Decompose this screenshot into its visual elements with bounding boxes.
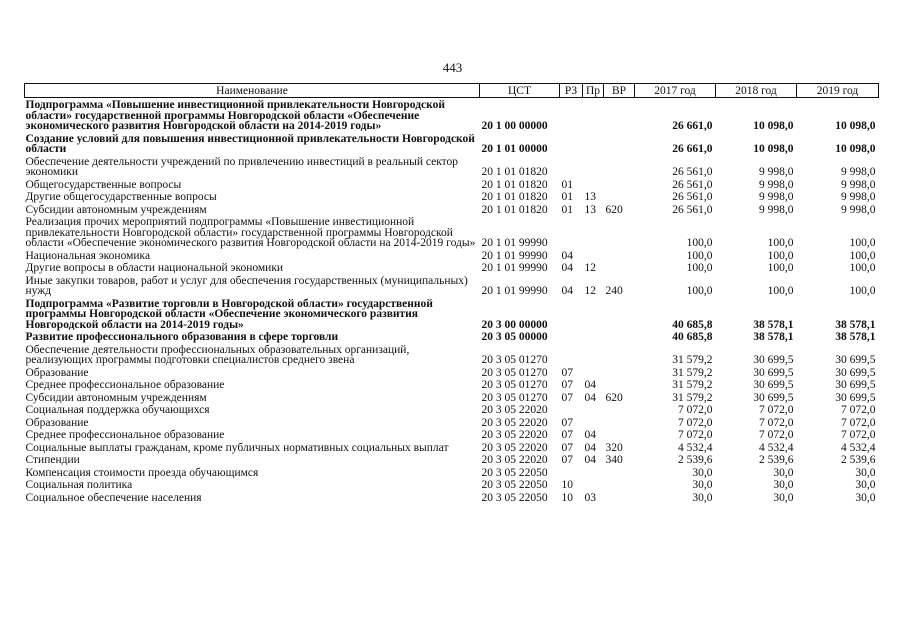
row-pr: 12 (584, 285, 596, 297)
header-pr: Пр (583, 84, 604, 98)
page-number: 443 (442, 60, 463, 75)
row-2017: 26 661,0 (672, 143, 713, 155)
row-2019: 30 699,5 (835, 354, 876, 366)
row-pr (583, 132, 604, 155)
row-cst: 20 1 01 99990 (481, 249, 548, 262)
row-2018: 30 699,5 (753, 354, 794, 366)
row-rz: 04 (561, 262, 573, 274)
row-pr (583, 215, 604, 249)
row-name: Подпрограмма «Повышение инвестиционной привлекательности Новгородской области» государственной программы Новгородской области «Обеспечение экономического развития Новгородской области на 2014-2019 годы» (25, 99, 445, 132)
table-row (25, 274, 879, 297)
row-2019: 10 098,0 (835, 120, 876, 132)
row-name: Общегосударственные вопросы (25, 178, 182, 191)
row-name: Образование (25, 416, 89, 429)
row-cst: 20 3 05 22050 (481, 491, 548, 504)
table-row (25, 190, 879, 203)
row-2018: 10 098,0 (753, 143, 794, 155)
row-2018: 7 072,0 (759, 416, 794, 429)
row-rz: 10 (561, 479, 573, 491)
header-2018: 2018 год (716, 84, 797, 98)
row-vr (604, 466, 635, 479)
table-row (25, 453, 879, 466)
row-rz (560, 466, 583, 479)
table-row (25, 98, 879, 132)
row-2018: 100,0 (767, 262, 794, 274)
row-cst: 20 3 05 01270 (481, 354, 548, 366)
row-2019: 30,0 (855, 479, 876, 491)
row-2018: 30 699,5 (753, 391, 794, 404)
row-2018: 100,0 (767, 237, 794, 249)
row-vr (604, 378, 635, 391)
row-2017: 4 532,4 (678, 441, 713, 454)
row-2019: 100,0 (849, 237, 876, 249)
row-2017: 7 072,0 (678, 429, 713, 441)
row-2018: 30 699,5 (753, 379, 794, 391)
row-vr (604, 297, 635, 331)
row-2019: 9 998,0 (841, 191, 876, 203)
table-row (25, 330, 879, 343)
table-row (25, 366, 879, 379)
row-vr (604, 478, 635, 491)
row-2019: 7 072,0 (841, 416, 876, 429)
row-rz: 07 (561, 366, 573, 379)
row-2019: 30 699,5 (835, 366, 876, 379)
row-2018: 7 072,0 (759, 404, 794, 416)
table-row (25, 249, 879, 262)
row-pr (583, 416, 604, 429)
table-row (25, 416, 879, 429)
row-rz: 10 (561, 491, 573, 504)
row-2019: 30 699,5 (835, 379, 876, 391)
row-2017: 40 685,8 (672, 331, 713, 343)
budget-table (24, 83, 879, 503)
row-rz: 07 (561, 379, 573, 391)
row-pr (583, 155, 604, 178)
row-vr (604, 155, 635, 178)
row-2017: 26 561,0 (672, 191, 713, 203)
row-pr (583, 330, 604, 343)
row-2017: 7 072,0 (678, 404, 713, 416)
header-cst: ЦСТ (480, 84, 560, 98)
row-cst: 20 1 00 00000 (481, 120, 548, 132)
row-vr: 320 (605, 441, 623, 454)
table-row (25, 203, 879, 216)
row-cst: 20 3 05 22050 (481, 466, 548, 479)
row-cst: 20 3 05 00000 (481, 331, 548, 343)
row-rz: 07 (561, 416, 573, 429)
header-row (25, 84, 879, 98)
row-name: Подпрограмма «Развитие торговли в Новгородской области» государственной программы Новгородской области «Обеспечение экономического развития Новгородской области на 2014-2019 годы» (25, 297, 433, 331)
row-rz (560, 330, 583, 343)
row-rz: 07 (561, 429, 573, 441)
table-row (25, 297, 879, 331)
row-2018: 30 699,5 (753, 366, 794, 379)
row-name: Другие общегосударственные вопросы (25, 191, 217, 203)
row-2017: 31 579,2 (672, 366, 713, 379)
row-2017: 30,0 (692, 491, 713, 504)
row-2017: 100,0 (686, 262, 713, 274)
row-2019: 2 539,6 (841, 454, 876, 466)
row-2017: 31 579,2 (672, 379, 713, 391)
row-2018: 38 578,1 (753, 318, 794, 331)
row-vr: 620 (605, 391, 623, 404)
row-vr (604, 366, 635, 379)
row-2018: 100,0 (767, 285, 794, 297)
row-2018: 9 998,0 (759, 191, 794, 203)
row-pr (583, 466, 604, 479)
row-2019: 30,0 (855, 491, 876, 504)
table-row (25, 261, 879, 274)
row-cst: 20 3 05 01270 (481, 366, 548, 379)
row-2018: 100,0 (767, 249, 794, 262)
header-2019: 2019 год (797, 84, 879, 98)
row-rz (560, 297, 583, 331)
row-vr (604, 261, 635, 274)
row-2019: 4 532,4 (841, 441, 876, 454)
row-2017: 100,0 (686, 249, 713, 262)
row-cst: 20 3 05 22050 (481, 479, 548, 491)
header-name: Наименование (25, 84, 480, 98)
row-2018: 9 998,0 (759, 178, 794, 191)
row-pr: 13 (584, 203, 596, 216)
row-pr (583, 366, 604, 379)
row-2019: 30 699,5 (835, 391, 876, 404)
row-2018: 30,0 (773, 491, 794, 504)
table-body (25, 98, 879, 504)
row-cst: 20 3 05 22020 (481, 441, 548, 454)
row-2017: 31 579,2 (672, 354, 713, 366)
row-rz (560, 132, 583, 155)
row-cst: 20 3 00 00000 (481, 318, 548, 331)
row-pr: 04 (584, 379, 596, 391)
row-2017: 2 539,6 (678, 454, 713, 466)
row-name: Национальная экономика (25, 249, 151, 262)
row-pr (583, 178, 604, 191)
row-2017: 30,0 (692, 466, 713, 479)
row-rz: 04 (561, 285, 573, 297)
row-vr (604, 249, 635, 262)
row-2017: 7 072,0 (678, 416, 713, 429)
row-name: Субсидии автономным учреждениям (25, 391, 207, 404)
row-cst: 20 3 05 01270 (481, 391, 548, 404)
table-row (25, 378, 879, 391)
table-row (25, 178, 879, 191)
row-rz: 01 (561, 191, 573, 203)
row-pr (583, 249, 604, 262)
row-rz: 04 (561, 249, 573, 262)
row-vr (604, 132, 635, 155)
row-2019: 7 072,0 (841, 404, 876, 416)
row-2018: 4 532,4 (759, 441, 794, 454)
row-2019: 100,0 (849, 285, 876, 297)
table-row (25, 155, 879, 178)
row-vr (604, 330, 635, 343)
row-cst: 20 1 01 99990 (481, 262, 548, 274)
row-name: Социальное обеспечение населения (25, 491, 202, 504)
row-rz (560, 215, 583, 249)
row-cst: 20 3 05 22020 (481, 454, 548, 466)
row-rz: 07 (561, 441, 573, 454)
row-vr (604, 343, 635, 366)
row-2018: 10 098,0 (753, 120, 794, 132)
row-rz: 07 (561, 391, 573, 404)
row-pr: 13 (584, 191, 596, 203)
row-pr (583, 98, 604, 132)
table-row (25, 391, 879, 404)
row-vr (604, 98, 635, 132)
row-vr (604, 215, 635, 249)
row-cst: 20 1 01 99990 (481, 285, 548, 297)
row-name: Другие вопросы в области национальной экономики (25, 262, 284, 274)
row-2017: 31 579,2 (672, 391, 713, 404)
row-2017: 30,0 (692, 479, 713, 491)
row-pr: 04 (584, 391, 596, 404)
row-2017: 26 561,0 (672, 178, 713, 191)
row-rz (560, 98, 583, 132)
row-name: Развитие профессионального образования в сфере торговли (25, 331, 339, 343)
row-vr (604, 178, 635, 191)
row-pr (583, 297, 604, 331)
row-cst: 20 1 01 01820 (481, 191, 548, 203)
row-vr (604, 403, 635, 416)
row-cst: 20 3 05 22020 (481, 429, 548, 441)
row-2017: 26 661,0 (672, 120, 713, 132)
row-2019: 10 098,0 (835, 143, 876, 155)
row-rz: 07 (561, 454, 573, 466)
row-name: Компенсация стоимости проезда обучающимся (25, 466, 259, 479)
row-2018: 9 998,0 (759, 203, 794, 216)
row-name: Среднее профессиональное образование (25, 379, 225, 391)
row-vr: 340 (605, 454, 623, 466)
row-vr (604, 428, 635, 441)
row-name: Создание условий для повышения инвестиционной привлекательности Новгородской области (25, 132, 475, 155)
table-row (25, 428, 879, 441)
row-2019: 100,0 (849, 262, 876, 274)
table-row (25, 215, 879, 249)
row-vr (604, 416, 635, 429)
row-2019: 7 072,0 (841, 429, 876, 441)
row-2019: 9 998,0 (841, 178, 876, 191)
table-header (25, 84, 879, 98)
row-cst: 20 3 05 01270 (481, 379, 548, 391)
row-2019: 38 578,1 (835, 318, 876, 331)
row-2017: 100,0 (686, 285, 713, 297)
header-rz: РЗ (560, 84, 583, 98)
table-row (25, 466, 879, 479)
row-cst: 20 3 05 22020 (481, 404, 548, 416)
table-row (25, 478, 879, 491)
row-2017: 40 685,8 (672, 318, 713, 331)
table-row (25, 403, 879, 416)
row-rz (560, 155, 583, 178)
row-name: Среднее профессиональное образование (25, 429, 225, 441)
row-2019: 30,0 (855, 466, 876, 479)
row-2017: 26 561,0 (672, 166, 713, 178)
row-rz: 01 (561, 203, 573, 216)
row-vr (604, 190, 635, 203)
row-2017: 100,0 (686, 237, 713, 249)
table-row (25, 491, 879, 504)
table-row (25, 343, 879, 366)
row-2018: 9 998,0 (759, 166, 794, 178)
row-cst: 20 1 01 01820 (481, 166, 548, 178)
row-2018: 2 539,6 (759, 454, 794, 466)
row-cst: 20 3 05 22020 (481, 416, 548, 429)
row-cst: 20 1 01 01820 (481, 203, 548, 216)
row-name: Социальные выплаты гражданам, кроме публичных нормативных социальных выплат (25, 441, 449, 454)
row-rz: 01 (561, 178, 573, 191)
header-vr: ВР (604, 84, 635, 98)
table-row (25, 441, 879, 454)
row-vr: 620 (605, 203, 623, 216)
row-name: Образование (25, 366, 89, 379)
row-2019: 9 998,0 (841, 203, 876, 216)
row-2018: 30,0 (773, 466, 794, 479)
row-2018: 7 072,0 (759, 429, 794, 441)
row-2019: 100,0 (849, 249, 876, 262)
table-row (25, 132, 879, 155)
row-rz (560, 403, 583, 416)
row-pr: 03 (584, 491, 596, 504)
row-2018: 38 578,1 (753, 331, 794, 343)
row-2019: 9 998,0 (841, 166, 876, 178)
row-name: Реализация прочих мероприятий подпрограммы «Повышение инвестиционной привлекательности Новгородской области» государственной программы Новгородской области «Обеспечение экономического развития Новгородской области на 2014-2019 годы» (25, 216, 476, 249)
row-cst: 20 1 01 00000 (481, 143, 548, 155)
row-pr (583, 478, 604, 491)
row-pr: 04 (584, 429, 596, 441)
row-pr: 04 (584, 441, 596, 454)
row-pr (583, 343, 604, 366)
row-name: Социальная политика (25, 479, 133, 491)
row-name: Обеспечение деятельности учреждений по привлечению инвестиций в реальный сектор экономики (25, 155, 459, 178)
row-cst: 20 1 01 99990 (481, 237, 548, 249)
row-name: Субсидии автономным учреждениям (25, 203, 207, 216)
row-pr: 04 (584, 454, 596, 466)
row-rz (560, 343, 583, 366)
row-name: Социальная поддержка обучающихся (25, 404, 210, 416)
row-2018: 30,0 (773, 479, 794, 491)
row-2019: 38 578,1 (835, 331, 876, 343)
header-2017: 2017 год (635, 84, 716, 98)
row-name: Обеспечение деятельности профессиональных образовательных организаций, реализующих программы подготовки специалистов среднего звена (25, 343, 410, 366)
row-vr: 240 (605, 285, 623, 297)
row-vr (604, 491, 635, 504)
row-2017: 26 561,0 (672, 203, 713, 216)
row-pr (583, 403, 604, 416)
row-cst: 20 1 01 01820 (481, 178, 548, 191)
row-pr: 12 (584, 262, 596, 274)
row-name: Иные закупки товаров, работ и услуг для обеспечения государственных (муниципальных) нужд (25, 274, 468, 297)
row-name: Стипендии (25, 454, 80, 466)
